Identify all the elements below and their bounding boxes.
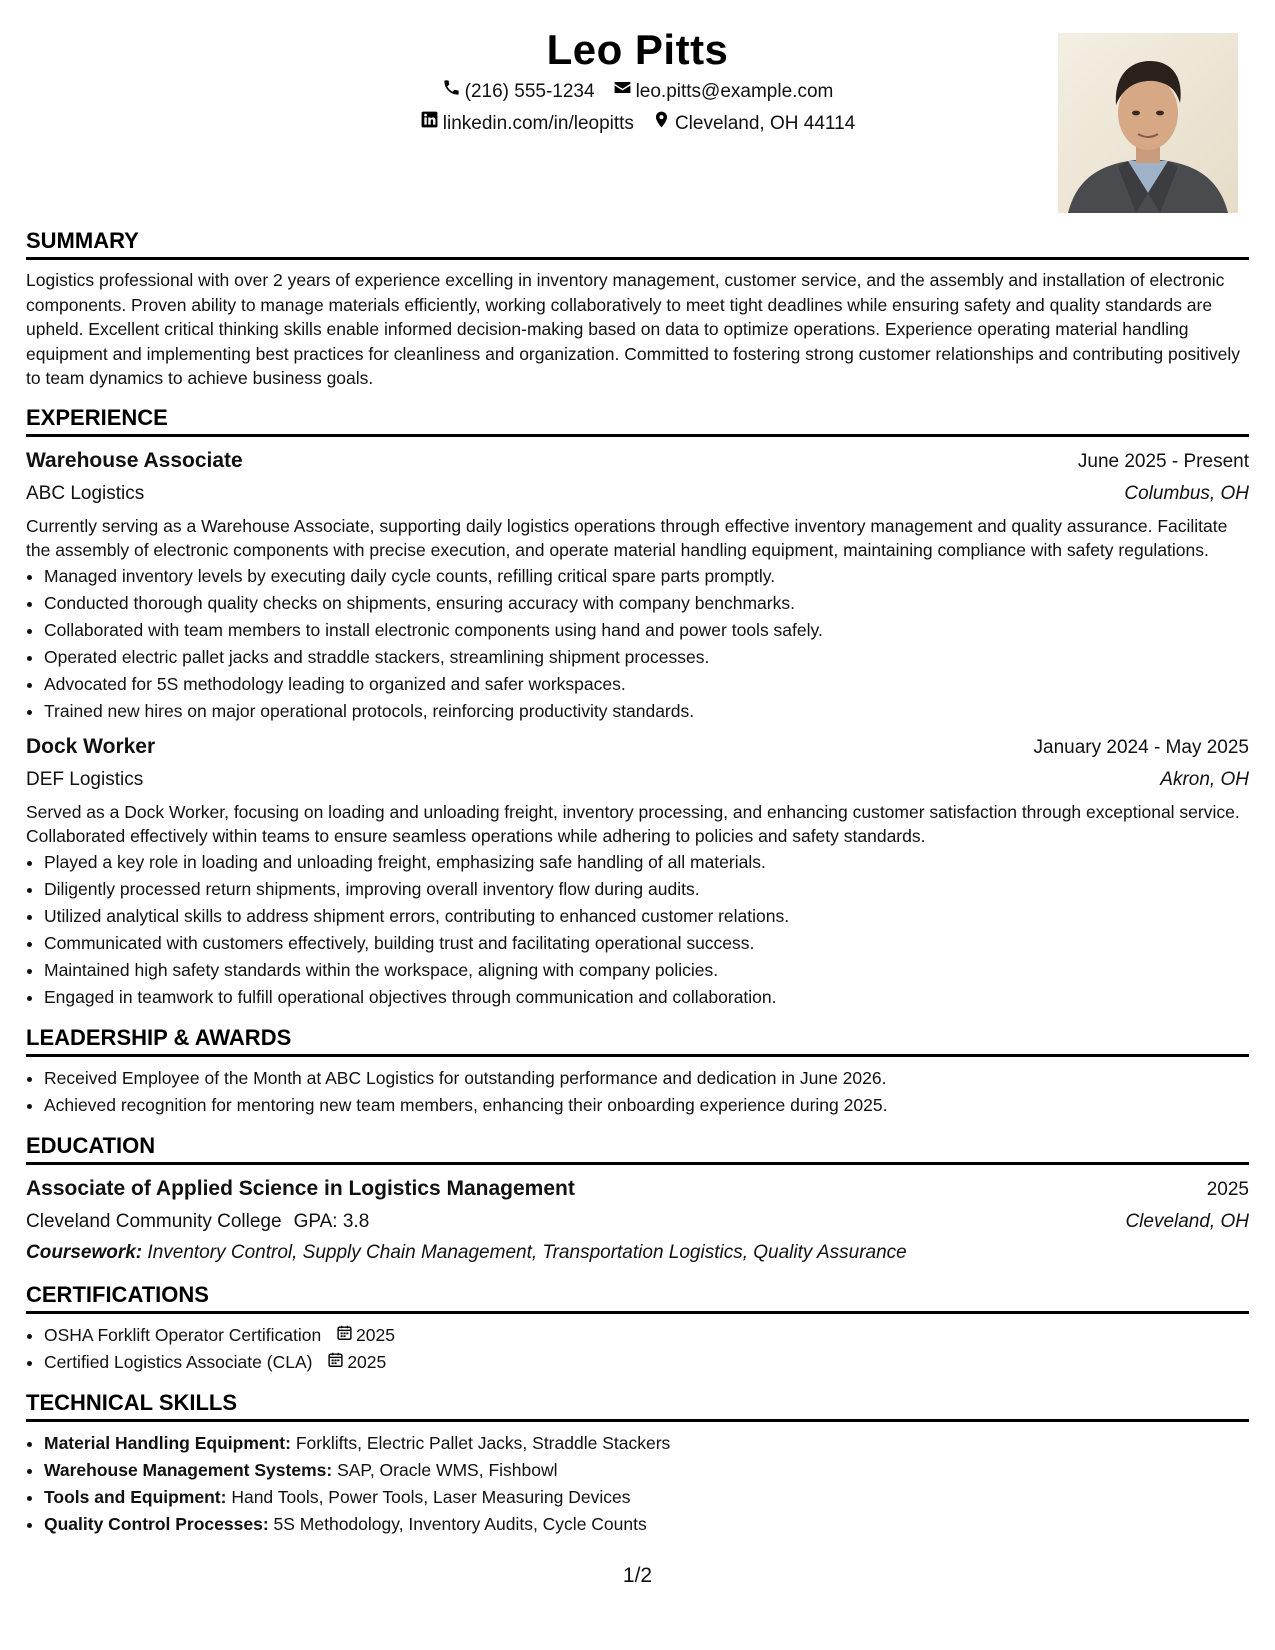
- job-dates: January 2024 - May 2025: [1033, 736, 1249, 758]
- education-location: Cleveland, OH: [1125, 1210, 1249, 1232]
- leadership-list: [26, 1065, 1249, 1119]
- list-item: • Maintained high safety standards within the workspace, aligning with company policies.: [44, 957, 1249, 984]
- cert-year: 2025: [356, 1324, 395, 1345]
- job-dates: June 2025 - Present: [1077, 450, 1249, 472]
- education-heading: EDUCATION: [26, 1131, 1249, 1165]
- job-description: Served as a Dock Worker, focusing on loading and unloading freight, inventory processing, and enhancing customer satisfaction through exceptional service. Collaborated effectively within teams to ensure seamless operations while adhering to policies and safety standards.: [26, 801, 1240, 846]
- education-entry: [26, 1173, 1249, 1268]
- job-bullets: [26, 849, 1249, 1011]
- skill-label: Tools and Equipment:: [44, 1486, 227, 1507]
- phone-icon: [442, 76, 461, 108]
- phone: [442, 76, 595, 108]
- skill-value: Forklifts, Electric Pallet Jacks, Straddle Stackers: [295, 1432, 671, 1453]
- cert-year: 2025: [347, 1351, 387, 1372]
- leadership-heading: LEADERSHIP & AWARDS: [26, 1023, 1249, 1057]
- list-item: • Engaged in teamwork to fulfill operational objectives through communication and collaboration.: [44, 984, 1249, 1011]
- list-item: • Achieved recognition for mentoring new team members, enhancing their onboarding experience during 2025.: [44, 1092, 1249, 1119]
- job-location: Columbus, OH: [1124, 482, 1249, 504]
- list-item: [44, 1511, 1249, 1538]
- job-location: Akron, OH: [1160, 768, 1249, 790]
- list-item: [44, 1484, 1249, 1511]
- list-item: [44, 1349, 1249, 1376]
- list-item: [44, 1322, 1249, 1349]
- job-entry: [26, 445, 1249, 725]
- list-item: [44, 1430, 1249, 1457]
- list-item: • Advocated for 5S methodology leading to organized and safer workspaces.: [44, 671, 1249, 698]
- job-company: ABC Logistics: [26, 482, 145, 504]
- list-item: • Conducted thorough quality checks on shipments, ensuring accuracy with company benchmarks.: [44, 590, 1249, 617]
- skill-value: 5S Methodology, Inventory Audits, Cycle Counts: [273, 1513, 647, 1534]
- list-item: • Managed inventory levels by executing daily cycle counts, refilling critical spare parts promptly.: [44, 563, 1249, 590]
- resume-content: [26, 226, 1249, 1538]
- certifications-heading: CERTIFICATIONS: [26, 1280, 1249, 1314]
- cert-name: Certified Logistics Associate (CLA): [44, 1351, 313, 1372]
- email[interactable]: [613, 76, 834, 108]
- summary-text: Logistics professional with over 2 years of experience excelling in inventory management, customer service, and the assembly and installation of electronic components. Proven ability to manage materials efficiently, working collaboratively to meet tight deadlines while ensuring safety and quality standards are upheld. Excellent critical thinking skills enable informed decision-making based on data to optimize operations. Experience operating material handling equipment and implementing best practices for cleanliness and organization. Committed to fostering strong customer relationships and contributing positively to team dynamics to achieve business goals.: [26, 270, 1240, 388]
- school: [26, 1206, 369, 1238]
- skill-value: Hand Tools, Power Tools, Laser Measuring Devices: [231, 1486, 631, 1507]
- list-item: • Operated electric pallet jacks and straddle stackers, streamlining shipment processes.: [44, 644, 1249, 671]
- coursework: [26, 1238, 1249, 1268]
- coursework-label: Coursework:: [26, 1241, 143, 1263]
- linkedin-text: linkedin.com/in/leopitts: [442, 113, 634, 134]
- profile-photo: [1058, 33, 1238, 213]
- cert-name: OSHA Forklift Operator Certification: [44, 1324, 322, 1345]
- email-text: leo.pitts@example.com: [635, 81, 834, 102]
- gpa: GPA: 3.8: [293, 1210, 370, 1232]
- job-description: Currently serving as a Warehouse Associate, supporting daily logistics operations through effective inventory management and quality assurance. Facilitate the assembly of electronic components with precise execution, and operate material handling equipment, maintaining compliance with safety regulations.: [26, 515, 1228, 560]
- list-item: • Played a key role in loading and unloading freight, emphasizing safe handling of all materials.: [44, 849, 1249, 876]
- skills-list: [26, 1430, 1249, 1538]
- cert-date: [336, 1322, 395, 1349]
- school-name: Cleveland Community College: [26, 1210, 282, 1232]
- certifications-list: [26, 1322, 1249, 1376]
- candidate-name: Leo Pitts: [546, 26, 729, 73]
- education-year: 2025: [1206, 1178, 1249, 1200]
- calendar-icon: [336, 1322, 353, 1349]
- list-item: • Diligently processed return shipments, improving overall inventory flow during audits.: [44, 876, 1249, 903]
- job-title: Warehouse Associate: [26, 448, 243, 472]
- linkedin[interactable]: [420, 108, 634, 140]
- skill-label: Warehouse Management Systems:: [44, 1459, 333, 1480]
- location: [652, 108, 855, 140]
- list-item: • Utilized analytical skills to address shipment errors, contributing to enhanced customer relations.: [44, 903, 1249, 930]
- map-pin-icon: [652, 108, 671, 140]
- job-entry: [26, 731, 1249, 1011]
- list-item: • Communicated with customers effectively, building trust and facilitating operational success.: [44, 930, 1249, 957]
- skill-label: Quality Control Processes:: [44, 1513, 269, 1534]
- degree: Associate of Applied Science in Logistics Management: [26, 1176, 575, 1200]
- experience-heading: EXPERIENCE: [26, 403, 1249, 437]
- list-item: • Received Employee of the Month at ABC Logistics for outstanding performance and dedication in June 2026.: [44, 1065, 1249, 1092]
- job-title: Dock Worker: [26, 734, 156, 758]
- phone-text: (216) 555-1234: [464, 81, 595, 102]
- calendar-icon: [327, 1349, 344, 1376]
- linkedin-icon: [420, 108, 439, 140]
- list-item: • Collaborated with team members to install electronic components using hand and power tools safely.: [44, 617, 1249, 644]
- location-text: Cleveland, OH 44114: [674, 113, 856, 134]
- cert-date: [327, 1349, 386, 1376]
- page-number: 1/2: [622, 1564, 653, 1587]
- skill-value: SAP, Oracle WMS, Fishbowl: [337, 1459, 558, 1480]
- envelope-icon: [613, 76, 632, 108]
- job-bullets: [26, 563, 1249, 725]
- skills-heading: TECHNICAL SKILLS: [26, 1388, 1249, 1422]
- coursework-list: Inventory Control, Supply Chain Management, Transportation Logistics, Quality Assurance: [147, 1241, 907, 1263]
- list-item: [44, 1457, 1249, 1484]
- skill-label: Material Handling Equipment:: [44, 1432, 291, 1453]
- job-company: DEF Logistics: [26, 768, 144, 790]
- summary-heading: SUMMARY: [26, 226, 1249, 260]
- list-item: • Trained new hires on major operational protocols, reinforcing productivity standards.: [44, 698, 1249, 725]
